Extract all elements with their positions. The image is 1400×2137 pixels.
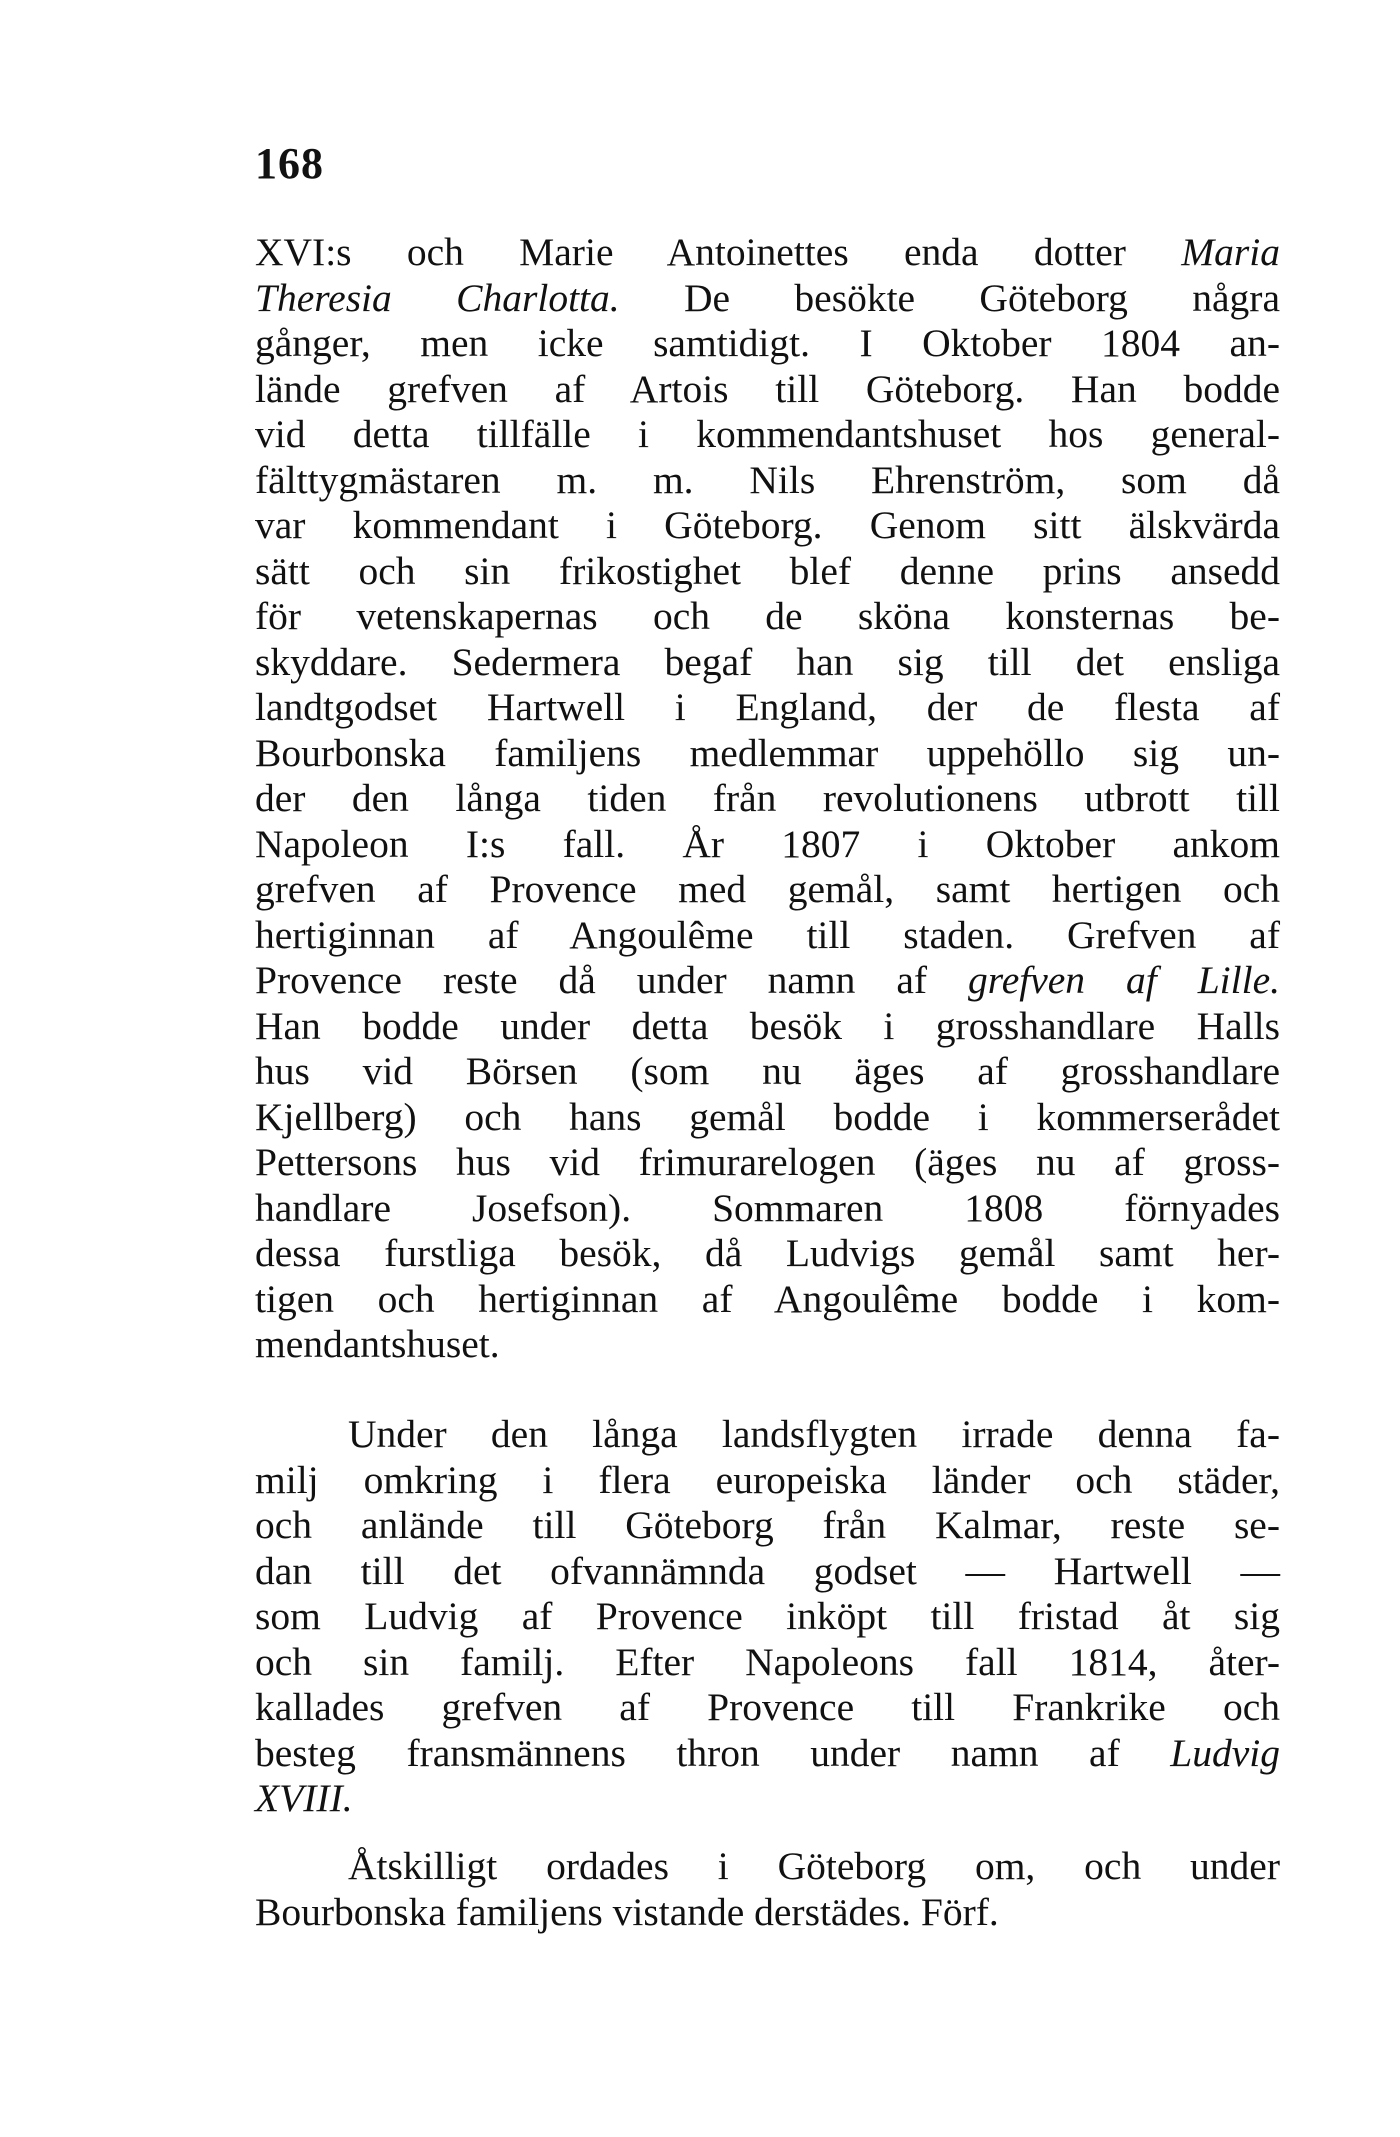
text-segment: var kommendant i Göteborg. Genom sitt älskvärda [255, 503, 1280, 547]
text-line [255, 776, 1280, 822]
text-segment: Pettersons hus vid frimurarelogen (äges nu af gross- [255, 1140, 1280, 1184]
text-line [255, 1231, 1280, 1277]
text-line [255, 230, 1280, 276]
text-segment: Napoleon I:s fall. År 1807 i Oktober ankom [255, 821, 1280, 866]
text-segment: som Ludvig af Provence inköpt till fristad åt sig [255, 1594, 1280, 1638]
text-segment: Åtskilligt ordades i Göteborg om, och under [348, 1844, 1280, 1888]
text-segment: gånger, men icke samtidigt. I Oktober 1804 an- [255, 321, 1280, 365]
text-line [255, 731, 1280, 777]
italic-text: Theresia Charlotta. [255, 275, 620, 320]
text-line [255, 1549, 1280, 1595]
text-segment: milj omkring i flera europeiska länder och städer, [255, 1457, 1280, 1502]
text-segment: och sin familj. Efter Napoleons fall 1814, åter- [255, 1639, 1280, 1684]
text-segment: skyddare. Sedermera begaf han sig till det ensliga [255, 639, 1280, 684]
text-segment: Han bodde under detta besök i grosshandlare Halls [255, 1003, 1280, 1048]
text-line [255, 412, 1280, 458]
paragraph-1 [255, 230, 1280, 1368]
text-line [255, 1640, 1280, 1686]
text-segment: vid detta tillfälle i kommendantshuset hos general- [255, 412, 1280, 456]
text-segment: Bourbonska familjens medlemmar uppehöllo sig un- [255, 730, 1280, 775]
text-segment: Provence reste då under namn af [255, 958, 969, 1002]
text-line [255, 594, 1280, 640]
text-line [255, 1049, 1280, 1095]
text-segment: XVI:s och Marie Antoinettes enda dotter [255, 230, 1182, 274]
italic-text: Ludvig [1170, 1730, 1280, 1775]
text-segment: mendantshuset. [255, 1322, 500, 1366]
text-segment: för vetenskapernas och de sköna konsternas be- [255, 594, 1280, 638]
paragraph-2 [255, 1412, 1280, 1822]
text-line [255, 1685, 1280, 1731]
text-segment: Under den långa landsflygten irrade denna fa- [348, 1412, 1280, 1456]
text-line [255, 1731, 1280, 1777]
text-line [255, 276, 1280, 322]
text-segment: hertiginnan af Angoulême till staden. Grefven af [255, 912, 1280, 957]
text-line [255, 1095, 1280, 1141]
text-line [255, 367, 1280, 413]
text-segment: grefven af Provence med gemål, samt hertigen och [255, 867, 1280, 911]
text-segment: dessa furstliga besök, då Ludvigs gemål samt her- [255, 1231, 1280, 1275]
text-line [255, 1458, 1280, 1504]
text-line [255, 958, 1280, 1004]
text-line [255, 640, 1280, 686]
text-line [255, 685, 1280, 731]
italic-text: Maria [1181, 230, 1280, 274]
text-line [255, 1776, 1280, 1822]
text-segment: Bourbonska familjens vistande derstädes. Förf. [255, 1889, 999, 1934]
text-line [255, 1844, 1280, 1890]
text-line [255, 1412, 1280, 1458]
text-line [255, 1890, 1280, 1936]
text-line [255, 867, 1280, 913]
text-segment: De besökte Göteborg några [619, 275, 1280, 320]
text-line [255, 458, 1280, 504]
text-line [255, 1004, 1280, 1050]
text-segment: der den långa tiden från revolutionens utbrott till [255, 776, 1280, 820]
page-number: 168 [255, 139, 324, 188]
italic-text: grefven af Lille. [968, 958, 1280, 1002]
text-line [255, 1277, 1280, 1323]
text-line [255, 822, 1280, 868]
italic-text: XVIII. [255, 1776, 353, 1820]
text-line [255, 503, 1280, 549]
text-segment: kallades grefven af Provence till Frankrike och [255, 1685, 1280, 1729]
text-segment: handlare Josefson). Sommaren 1808 förnyades [255, 1185, 1280, 1230]
text-line [255, 1503, 1280, 1549]
text-line [255, 549, 1280, 595]
text-line [255, 913, 1280, 959]
text-line [255, 1186, 1280, 1232]
text-segment: och anlände till Göteborg från Kalmar, reste se- [255, 1503, 1280, 1547]
text-segment: sätt och sin frikostighet blef denne prins ansedd [255, 548, 1280, 593]
text-segment: dan till det ofvannämnda godset — Hartwell — [255, 1548, 1280, 1593]
paragraph-3 [255, 1844, 1280, 1935]
text-segment: Kjellberg) och hans gemål bodde i kommerserådet [255, 1094, 1280, 1139]
text-segment: besteg fransmännens thron under namn af [255, 1730, 1171, 1775]
text-segment: hus vid Börsen (som nu äges af grosshandlare [255, 1049, 1280, 1093]
text-line [255, 1322, 1280, 1368]
text-line [255, 321, 1280, 367]
text-segment: lände grefven af Artois till Göteborg. Han bodde [255, 366, 1280, 411]
text-line [255, 1140, 1280, 1186]
text-line [255, 1594, 1280, 1640]
text-segment: landtgodset Hartwell i England, der de flesta af [255, 685, 1280, 729]
text-segment: tigen och hertiginnan af Angoulême bodde i kom- [255, 1276, 1280, 1321]
text-segment: fälttygmästaren m. m. Nils Ehrenström, som då [255, 457, 1280, 502]
